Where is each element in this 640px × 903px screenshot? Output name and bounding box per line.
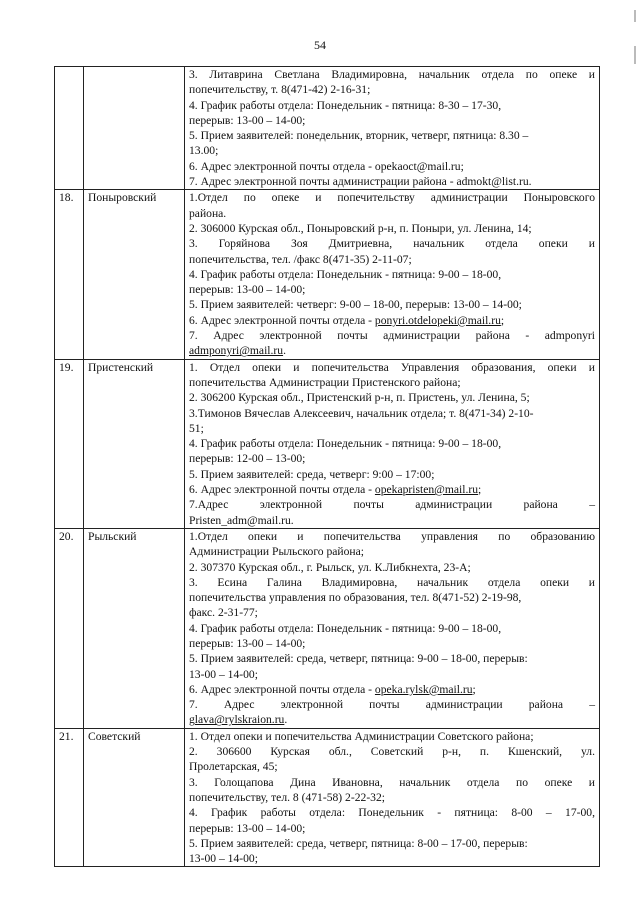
detail-text: 6. Адрес электронной почты отдела - (189, 682, 375, 696)
detail-line: 4. График работы отдела: Понедельник - пятница: 9-00 – 18-00, (189, 437, 502, 451)
detail-text: 6. Адрес электронной почты отдела - (189, 313, 375, 327)
district-name (84, 67, 185, 190)
district-name: Советский (84, 728, 185, 867)
detail-punct: ; (500, 313, 505, 327)
detail-line: 13-00 – 14-00; (189, 852, 258, 866)
detail-punct: . (283, 344, 286, 358)
detail-line: 4. График работы отдела: Понедельник - пятница: 8-30 – 17-30, (189, 98, 502, 112)
detail-line: 5. Прием заявителей: среда, четверг, пятница: 9-00 – 18-00, перерыв: (189, 652, 528, 666)
guardianship-departments-table (54, 66, 600, 867)
row-number (55, 67, 84, 190)
detail-line: 3. Горяйнова Зоя Дмитриевна, начальник отдела опеки и (189, 237, 595, 251)
detail-line: 4. График работы отдела: Понедельник - пятница: 8-00 – 17-00, (189, 806, 595, 820)
table-row (55, 67, 600, 190)
scan-artifact (634, 10, 636, 22)
detail-line: 3. Есина Галина Владимировна, начальник отдела опеки и (189, 575, 595, 589)
department-details (185, 190, 600, 359)
detail-line: Pristen_adm@mail.ru. (189, 513, 294, 527)
email-link[interactable]: glava@rylskraion.ru (189, 713, 285, 727)
detail-line: 7.Адрес электронной почты администрации района – (189, 498, 595, 512)
detail-line: попечительства, тел. /факс 8(471-35) 2-11-07; (189, 252, 412, 266)
detail-line: перерыв: 13-00 – 14-00; (189, 113, 306, 127)
detail-line: 3. Голощапова Дина Ивановна, начальник отдела по опеке и (189, 775, 595, 789)
detail-punct: . (284, 713, 288, 727)
detail-line: Пролетарская, 45; (189, 760, 278, 774)
email-link[interactable]: opekapristen@mail.ru (374, 483, 478, 497)
table-body (55, 67, 600, 867)
detail-line: перерыв: 13-00 – 14-00; (189, 636, 306, 650)
detail-punct: ; (478, 483, 482, 497)
detail-line: факс. 2-31-77; (189, 606, 258, 620)
detail-line: попечительства Администрации Пристенского района; (189, 375, 461, 389)
detail-line: 3.Тимонов Вячеслав Алексеевич, начальник отдела; т. 8(471-34) 2-10- (189, 406, 534, 420)
detail-line: 2. 306000 Курская обл., Поныровский р-н, п. Поныри, ул. Ленина, 14; (189, 221, 532, 235)
detail-line: 13.00; (189, 144, 219, 158)
detail-text: 6. Адрес электронной почты отдела - (189, 483, 375, 497)
detail-line: 1.Отдел опеки и попечительства управления по образованию (189, 529, 595, 543)
detail-line: 4. График работы отдела: Понедельник - пятница: 9-00 – 18-00, (189, 621, 502, 635)
detail-line: 5. Прием заявителей: понедельник, вторник, четверг, пятница: 8.30 – (189, 129, 529, 143)
table-row (55, 359, 600, 528)
detail-line: перерыв: 12-00 – 13-00; (189, 452, 306, 466)
email-link[interactable]: admponyri@mail.ru (189, 344, 284, 358)
detail-line: Администрации Рыльского района; (189, 545, 365, 559)
detail-line (189, 482, 595, 497)
detail-line: 1.Отдел по опеке и попечительству администрации Поныровского (189, 191, 595, 205)
detail-line (189, 682, 595, 697)
department-details (185, 728, 600, 867)
detail-line: перерыв: 13-00 – 14-00; (189, 283, 306, 297)
detail-line: 5. Прием заявителей: среда, четверг, пятница: 8-00 – 17-00, перерыв: (189, 836, 528, 850)
detail-line: 2. 306600 Курская обл., Советский р-н, п. Кшенский, ул. (189, 745, 595, 759)
detail-line: 7. Адрес электронной почты администрации района - admokt@list.ru. (189, 175, 532, 189)
row-number: 19. (55, 359, 84, 528)
district-name: Поныровский (84, 190, 185, 359)
detail-line: 13-00 – 14-00; (189, 667, 258, 681)
detail-line: 5. Прием заявителей: среда, четверг: 9:00 – 17:00; (189, 467, 435, 481)
detail-punct: ; (472, 682, 476, 696)
department-details (185, 359, 600, 528)
detail-line: 7. Адрес электронной почты администрации района - admponyri (189, 329, 595, 343)
detail-line: 1. Отдел опеки и попечительства Управления образования, опеки и (189, 360, 595, 374)
row-number: 21. (55, 728, 84, 867)
department-details (185, 67, 600, 190)
department-details (185, 528, 600, 728)
detail-line: попечительства управления по образования, тел. 8(471-52) 2-19-98, (189, 591, 522, 605)
table-row (55, 728, 600, 867)
detail-line (189, 712, 595, 727)
email-link[interactable]: ponyri.otdelopeki@mail.ru (374, 313, 501, 327)
detail-line: 4. График работы отдела: Понедельник - пятница: 9-00 – 18-00, (189, 267, 502, 281)
row-number: 20. (55, 528, 84, 728)
page-number: 54 (314, 38, 326, 52)
detail-line: района. (189, 206, 227, 220)
detail-line: перерыв: 13-00 – 14-00; (189, 821, 306, 835)
district-name: Рыльский (84, 528, 185, 728)
scan-artifact (634, 46, 636, 64)
detail-line: 1. Отдел опеки и попечительства Администрации Советского района; (189, 729, 534, 743)
email-link[interactable]: opeka.rylsk@mail.ru (374, 682, 473, 696)
detail-line (189, 343, 595, 358)
detail-line: 2. 306200 Курская обл., Пристенский р-н, п. Пристень, ул. Ленина, 5; (189, 391, 530, 405)
detail-line: 7. Адрес электронной почты администрации района – (189, 698, 595, 712)
table-row (55, 190, 600, 359)
detail-line: попечительству, тел. 8 (471-58) 2-22-32; (189, 790, 385, 804)
district-name: Пристенский (84, 359, 185, 528)
detail-line: 51; (189, 421, 204, 435)
table-row (55, 528, 600, 728)
detail-line: 6. Адрес электронной почты отдела - opekaoct@mail.ru; (189, 159, 464, 173)
detail-line (189, 313, 595, 328)
detail-line: 3. Литаврина Светлана Владимировна, начальник отдела по опеке и (189, 68, 595, 81)
detail-line: 5. Прием заявителей: четверг: 9-00 – 18-00, перерыв: 13-00 – 14-00; (189, 298, 522, 312)
detail-line: 2. 307370 Курская обл., г. Рыльск, ул. К.Либкнехта, 23-А; (189, 560, 471, 574)
row-number: 18. (55, 190, 84, 359)
detail-line: попечительству, т. 8(471-42) 2-16-31; (189, 83, 371, 97)
